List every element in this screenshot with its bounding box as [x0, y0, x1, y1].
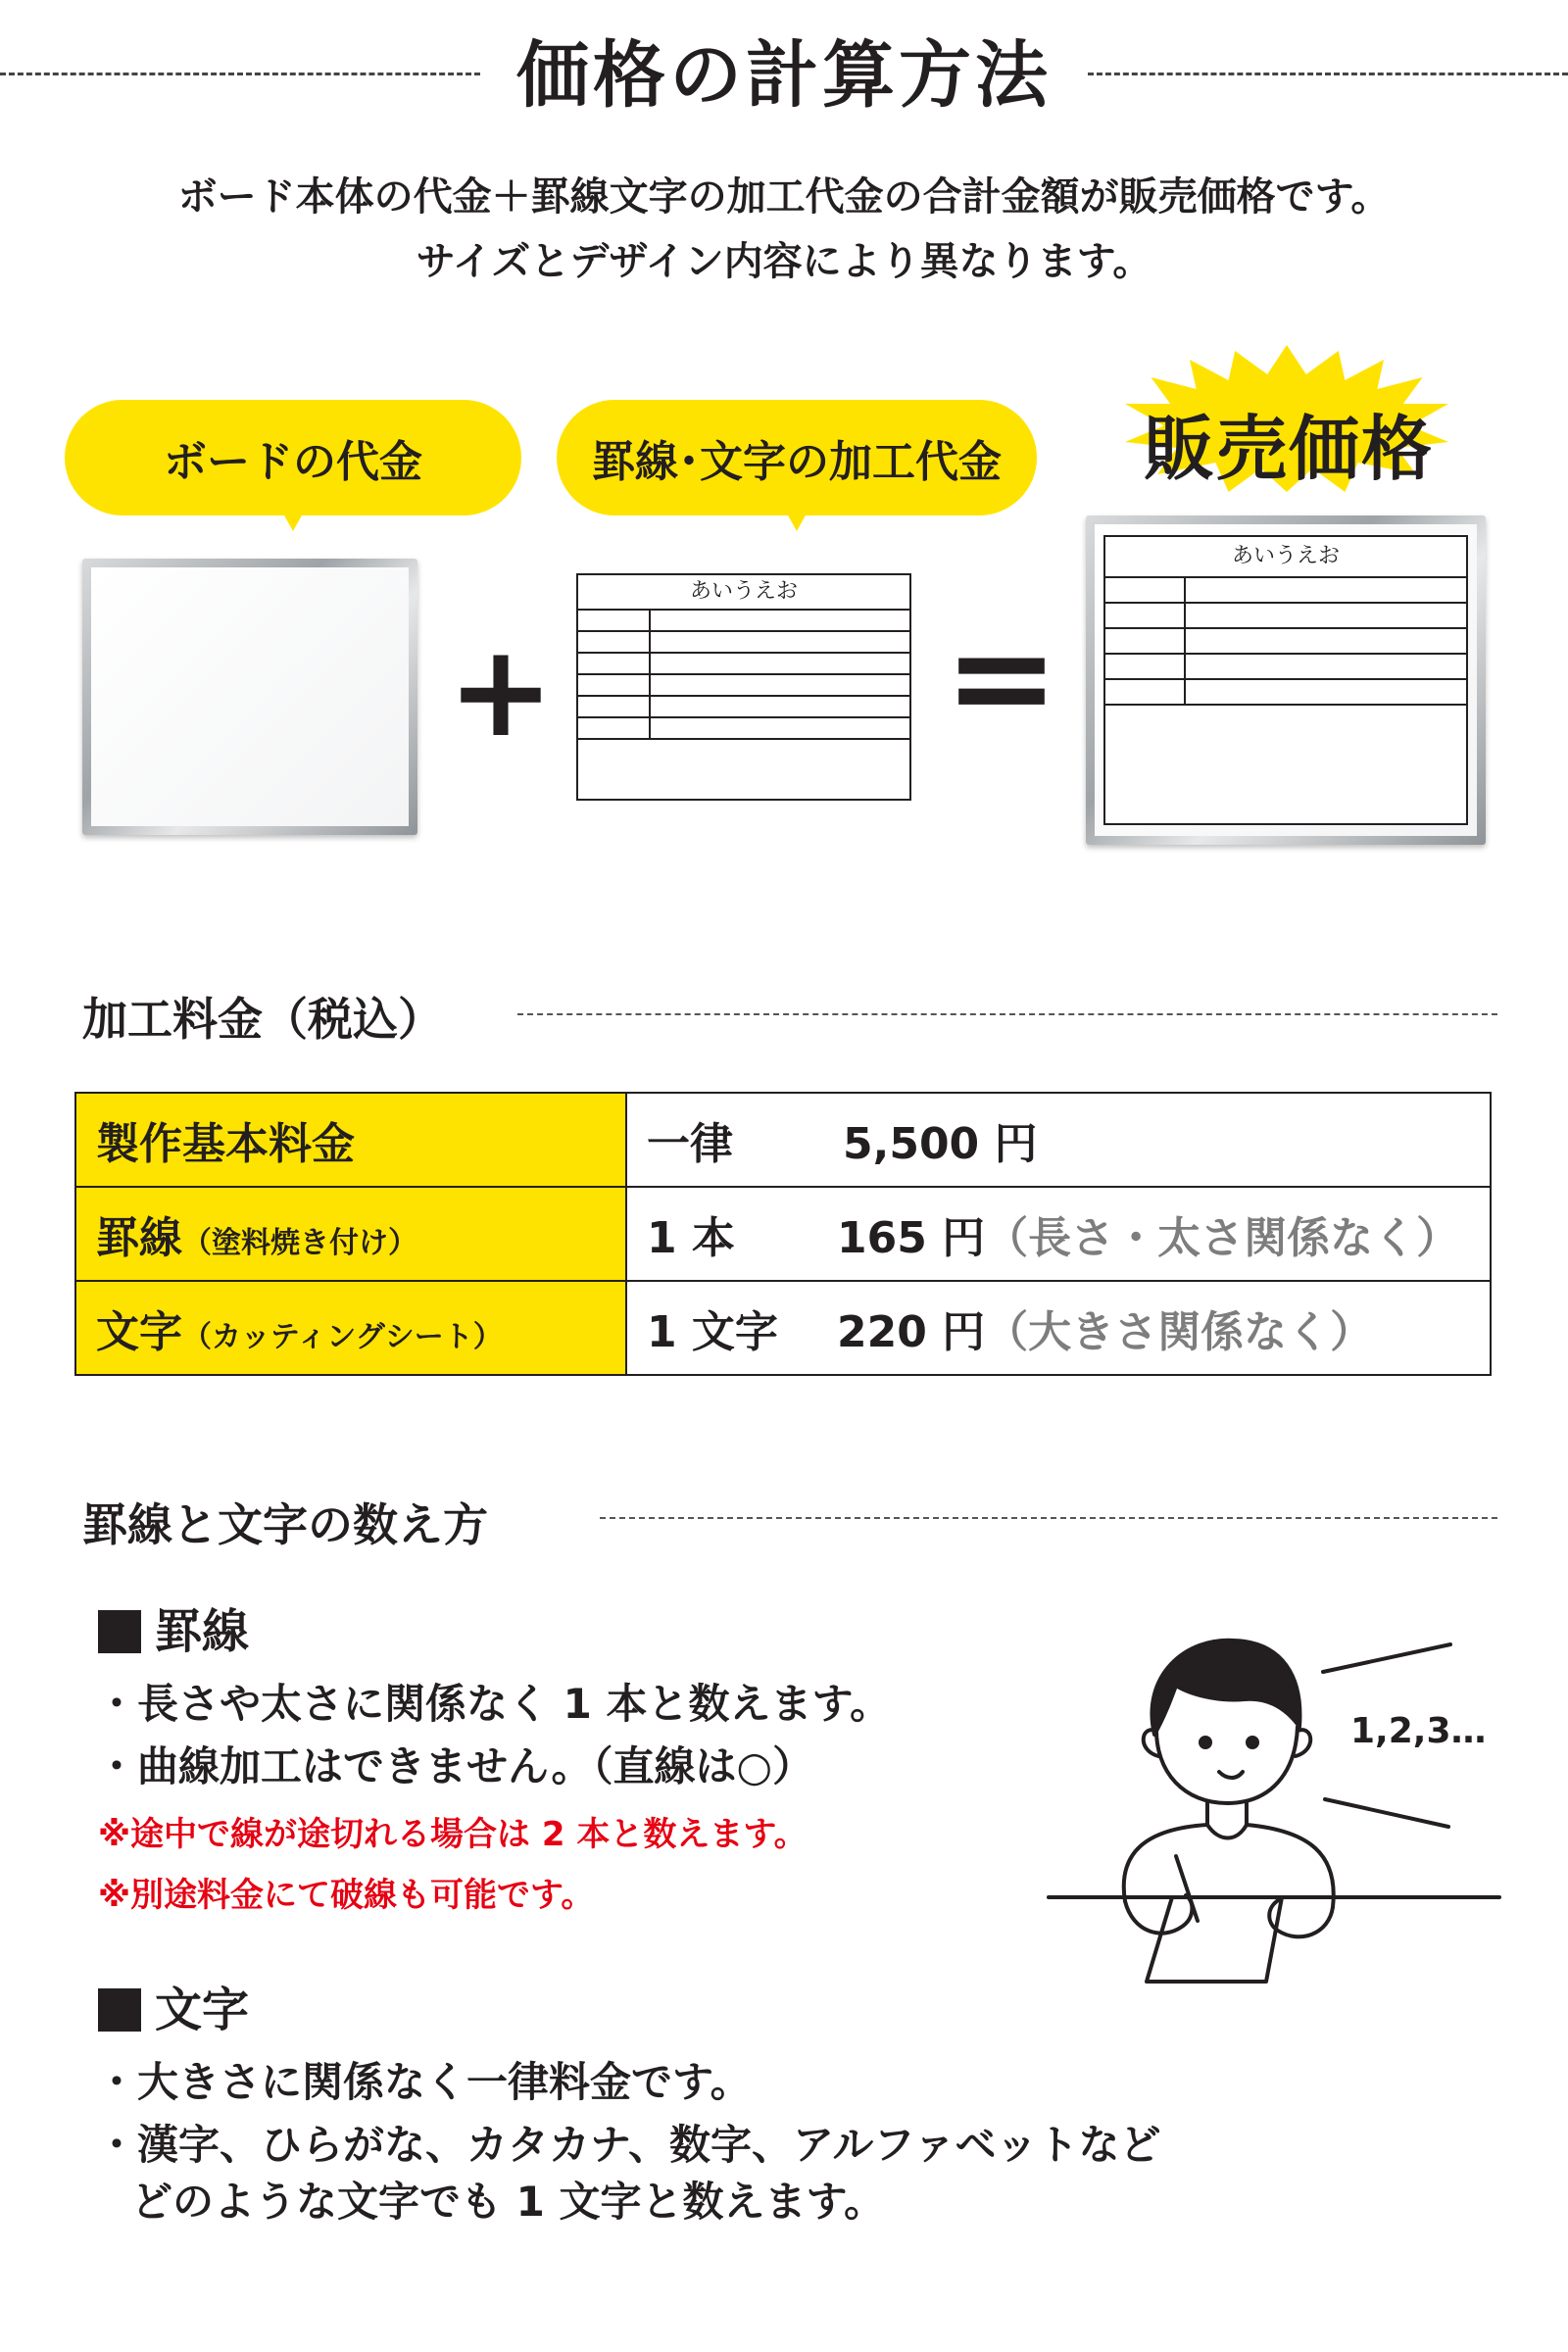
page-title: 価格の計算方法 [516, 33, 1052, 118]
plus-sign: + [447, 616, 555, 765]
fee-label: 罫線 [96, 1213, 182, 1263]
sample-heading-text: あいうえお [689, 579, 798, 604]
fee-label: 製作基本料金 [96, 1119, 355, 1169]
sale-price-title: 販売価格 [1143, 408, 1434, 490]
square-bullet-icon [98, 1610, 141, 1653]
fee-value-cell [626, 1187, 1491, 1281]
fee-value-cell [626, 1093, 1491, 1187]
fee-section-heading: 加工料金（税込） [82, 993, 443, 1046]
board-price-label: ボードの代金 [164, 437, 422, 487]
chars-bullet-2: ・漢字、ひらがな、カタカナ、数字、アルファベットなど [96, 2121, 1161, 2169]
chars-bullet-2-cont: どのような文字でも 1 文字と数えます。 [131, 2178, 886, 2226]
square-bullet-icon [98, 1988, 141, 2032]
board-price-bubble [65, 400, 521, 515]
table-row [75, 1093, 1491, 1187]
fee-heading-dash [517, 1013, 1497, 1015]
fee-unit: 一律 [647, 1119, 733, 1169]
fee-table [74, 1092, 1492, 1376]
fee-unit: 1 本 [647, 1213, 735, 1263]
fee-unit: 1 文字 [647, 1307, 778, 1357]
processing-price-label: 罫線･文字の加工代金 [592, 437, 1002, 487]
processing-price-bubble [557, 400, 1037, 515]
fee-note: （長さ・太さ関係なく） [985, 1213, 1460, 1263]
lines-note-1: ※途中で線が途切れる場合は 2 本と数えます。 [98, 1815, 808, 1854]
fee-price: 165 円 [837, 1213, 986, 1263]
intro-line-2: サイズとデザイン内容により異なります。 [416, 239, 1152, 284]
lines-note-2: ※別途料金にて破線も可能です。 [98, 1876, 595, 1915]
lines-subheading [98, 1593, 249, 1661]
count-heading-dash [600, 1517, 1497, 1519]
lines-subheading-text: 罫線 [155, 1604, 250, 1659]
illustration-caption: 1,2,3… [1350, 1711, 1487, 1751]
lines-bullet-1: ・長さや太さに関係なく 1 本と数えます。 [96, 1680, 892, 1728]
table-row [75, 1187, 1491, 1281]
fee-label-sub: （カッティングシート） [182, 1320, 503, 1354]
title-dash-left [0, 73, 480, 75]
person-counting-illustration [1039, 1607, 1509, 1999]
table-row [75, 1281, 1491, 1375]
finished-sample-text: あいうえお [1231, 544, 1340, 568]
title-dash-right [1088, 73, 1568, 75]
blank-board-image [82, 559, 417, 835]
fee-label-cell [75, 1093, 626, 1187]
fee-note: （大きさ関係なく） [985, 1307, 1374, 1357]
chars-bullet-1: ・大きさに関係なく一律料金です。 [96, 2058, 752, 2106]
fee-label-sub: （塗料焼き付け） [182, 1226, 417, 1260]
finished-board-grid [1103, 535, 1468, 825]
fee-label: 文字 [96, 1307, 182, 1357]
title-row [0, 22, 1568, 129]
fee-price: 220 円 [837, 1307, 986, 1357]
count-section-heading: 罫線と文字の数え方 [82, 1498, 488, 1551]
fee-label-cell [75, 1281, 626, 1375]
finished-board-image [1086, 515, 1486, 845]
chars-subheading-text: 文字 [155, 1983, 250, 2037]
fee-label-cell [75, 1187, 626, 1281]
lines-bullet-2: ・曲線加工はできません。（直線は○） [96, 1742, 814, 1790]
ruled-lines-sample [576, 573, 911, 801]
fee-price: 5,500 円 [843, 1119, 1038, 1169]
equals-sign: = [944, 598, 1059, 758]
fee-value-cell [626, 1281, 1491, 1375]
intro-line-1: ボード本体の代金＋罫線文字の加工代金の合計金額が販売価格です。 [177, 174, 1391, 220]
chars-subheading [98, 1972, 249, 2039]
